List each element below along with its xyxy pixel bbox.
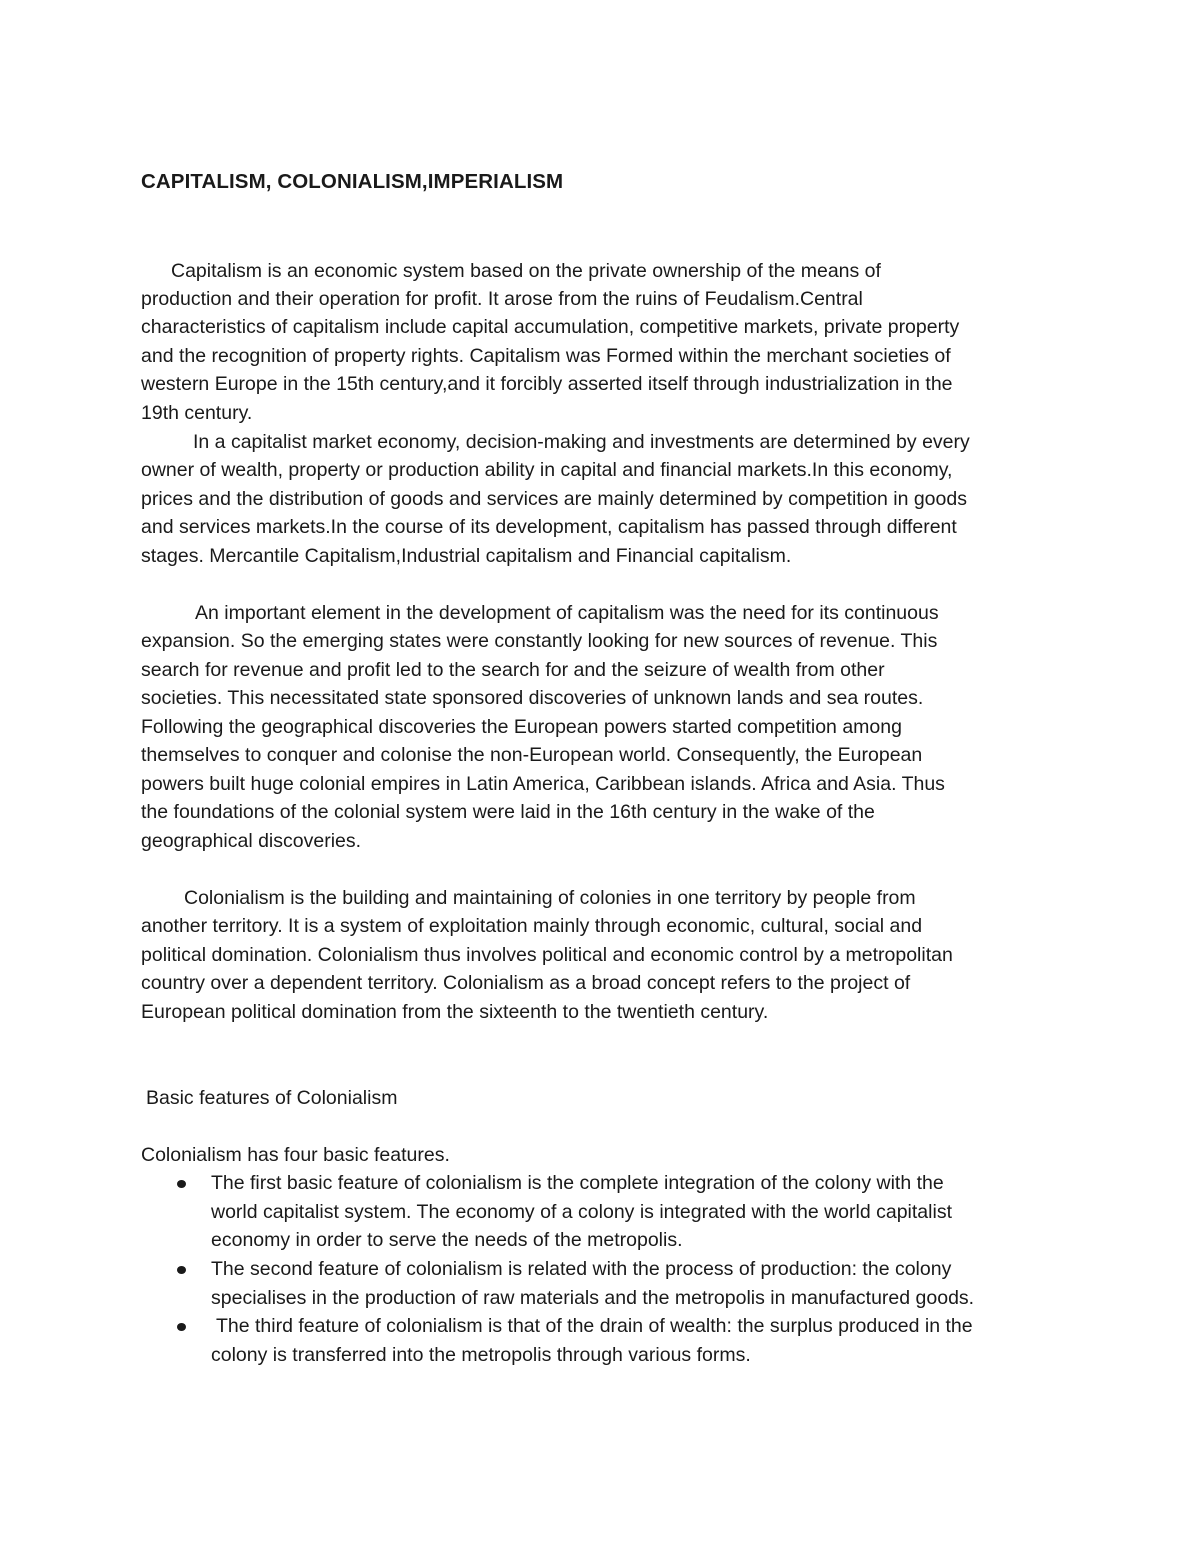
bullet-icon <box>177 1323 186 1331</box>
paragraph-4-line: country over a dependent territory. Colonialism as a broad concept refers to the project of <box>141 972 911 994</box>
paragraph-3-line: the foundations of the colonial system were laid in the 16th century in the wake of the <box>141 801 875 823</box>
bullet-3-line: colony is transferred into the metropolis through various forms. <box>211 1344 751 1366</box>
document-title: CAPITALISM, COLONIALISM,IMPERIALISM <box>141 170 564 193</box>
paragraph-4-line: European political domination from the sixteenth to the twentieth century. <box>141 1001 769 1023</box>
paragraph-2-line: owner of wealth, property or production ability in capital and financial markets.In this economy, <box>141 459 953 481</box>
paragraph-2-line: and services markets.In the course of its development, capitalism has passed through different <box>141 516 957 538</box>
paragraph-3-line: Following the geographical discoveries the European powers started competition among <box>141 716 902 738</box>
paragraph-1-line: western Europe in the 15th century,and it forcibly asserted itself through industrialization in the <box>141 373 953 395</box>
paragraph-3-line: expansion. So the emerging states were constantly looking for new sources of revenue. This <box>141 630 938 652</box>
paragraph-2-line: stages. Mercantile Capitalism,Industrial capitalism and Financial capitalism. <box>141 545 792 567</box>
paragraph-2-line: prices and the distribution of goods and services are mainly determined by competition in goods <box>141 488 967 510</box>
paragraph-1-line: Capitalism is an economic system based on the private ownership of the means of <box>171 260 881 282</box>
paragraph-1-line: and the recognition of property rights. Capitalism was Formed within the merchant societies of <box>141 345 951 367</box>
bullet-2-line: The second feature of colonialism is related with the process of production: the colony <box>211 1258 952 1280</box>
paragraph-4-line: political domination. Colonialism thus involves political and economic control by a metropolitan <box>141 944 953 966</box>
bullet-icon <box>177 1266 186 1274</box>
paragraph-4-line: another territory. It is a system of exploitation mainly through economic, cultural, social and <box>141 915 923 937</box>
paragraph-1-line: 19th century. <box>141 402 253 424</box>
paragraph-3-line: powers built huge colonial empires in Latin America, Caribbean islands. Africa and Asia. Thus <box>141 773 945 795</box>
paragraph-2-line: In a capitalist market economy, decision-making and investments are determined by every <box>193 431 970 453</box>
paragraph-3-line: themselves to conquer and colonise the non-European world. Consequently, the European <box>141 744 923 766</box>
bullet-1-line: economy in order to serve the needs of the metropolis. <box>211 1229 683 1251</box>
section-subheading: Basic features of Colonialism <box>146 1087 398 1109</box>
paragraph-3-line: search for revenue and profit led to the search for and the seizure of wealth from other <box>141 659 885 681</box>
bullet-3-line: The third feature of colonialism is that of the drain of wealth: the surplus produced in the <box>216 1315 973 1337</box>
paragraph-4-line: Colonialism is the building and maintaining of colonies in one territory by people from <box>184 887 916 909</box>
bullet-2-line: specialises in the production of raw materials and the metropolis in manufactured goods. <box>211 1287 975 1309</box>
paragraph-1-line: characteristics of capitalism include capital accumulation, competitive markets, private property <box>141 316 960 338</box>
bullet-icon <box>177 1180 186 1188</box>
paragraph-3-line: geographical discoveries. <box>141 830 362 852</box>
paragraph-3-line: An important element in the development of capitalism was the need for its continuous <box>195 602 939 624</box>
paragraph-1-line: production and their operation for profit. It arose from the ruins of Feudalism.Central <box>141 288 863 310</box>
list-intro: Colonialism has four basic features. <box>141 1144 450 1166</box>
bullet-1-line: world capitalist system. The economy of a colony is integrated with the world capitalist <box>211 1201 952 1223</box>
bullet-1-line: The first basic feature of colonialism is the complete integration of the colony with the <box>211 1172 944 1194</box>
paragraph-3-line: societies. This necessitated state sponsored discoveries of unknown lands and sea routes. <box>141 687 924 709</box>
